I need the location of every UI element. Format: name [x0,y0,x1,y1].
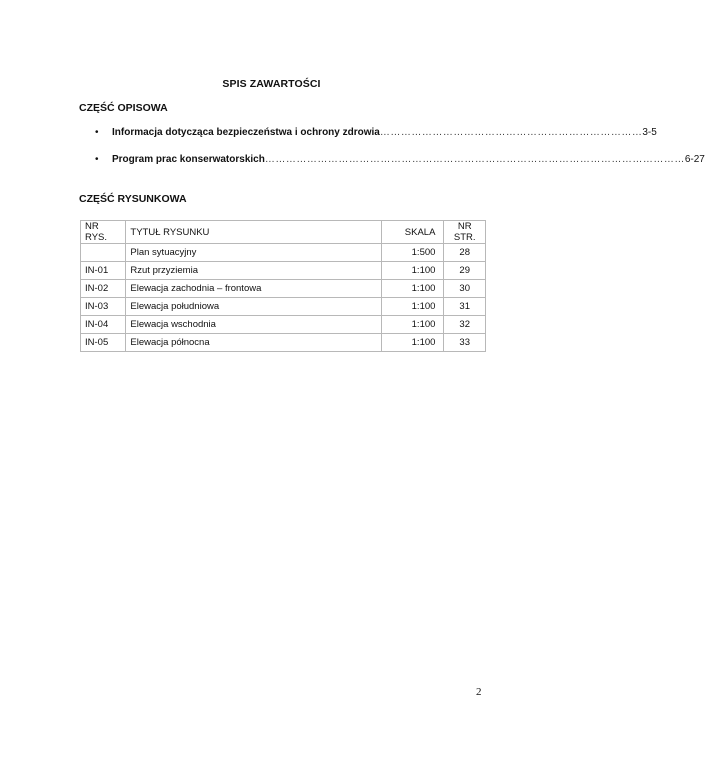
column-header-title: TYTUŁ RYSUNKU [126,221,382,244]
cell-page: 30 [444,280,486,298]
cell-scale: 1:100 [382,334,444,352]
cell-page: 28 [444,244,486,262]
cell-scale: 1:500 [382,244,444,262]
table-row [81,280,486,298]
column-header-scale: SKALA [382,221,444,244]
cell-nr: IN-05 [81,334,126,352]
cell-nr: IN-01 [81,262,126,280]
toc-item-pages: 6-27 [684,154,705,165]
table-row [81,316,486,334]
bullet-icon: • [95,127,99,138]
cell-title: Elewacja wschodnia [126,316,382,334]
cell-title: Rzut przyziemia [126,262,382,280]
section-heading-descriptive: CZĘŚĆ OPISOWA [79,102,168,114]
cell-nr: IN-03 [81,298,126,316]
cell-page: 29 [444,262,486,280]
cell-nr: IN-02 [81,280,126,298]
cell-nr: IN-04 [81,316,126,334]
table-row [81,334,486,352]
column-header-nr: NR RYS. [81,221,126,244]
cell-title: Elewacja północna [126,334,382,352]
cell-scale: 1:100 [382,298,444,316]
column-header-page: NR STR. [444,221,486,244]
toc-item [95,127,657,138]
cell-page: 32 [444,316,486,334]
cell-scale: 1:100 [382,280,444,298]
cell-title: Plan sytuacyjny [126,244,382,262]
toc-item [95,154,705,165]
cell-scale: 1:100 [382,316,444,334]
cell-title: Elewacja zachodnia – frontowa [126,280,382,298]
cell-page: 31 [444,298,486,316]
cell-nr [81,244,126,262]
cell-scale: 1:100 [382,262,444,280]
table-row [81,298,486,316]
page-number: 2 [476,686,482,698]
section-heading-drawings: CZĘŚĆ RYSUNKOWA [79,193,187,205]
toc-leader-dots: ………………………………………………………………… [379,127,643,138]
cell-page: 33 [444,334,486,352]
table-row [81,262,486,280]
table-row [81,244,486,262]
toc-item-label: Informacja dotycząca bezpieczeństwa i ochrony zdrowia [112,127,380,138]
toc-item-pages: 3-5 [642,127,657,138]
drawings-table [80,220,486,352]
bullet-icon: • [95,154,99,165]
toc-leader-dots: ………………………………………………………………………………………………………… [264,154,685,165]
cell-title: Elewacja południowa [126,298,382,316]
table-header-row [81,221,486,244]
page-title: SPIS ZAWARTOŚCI [222,78,321,90]
toc-item-label: Program prac konserwatorskich [112,154,265,165]
